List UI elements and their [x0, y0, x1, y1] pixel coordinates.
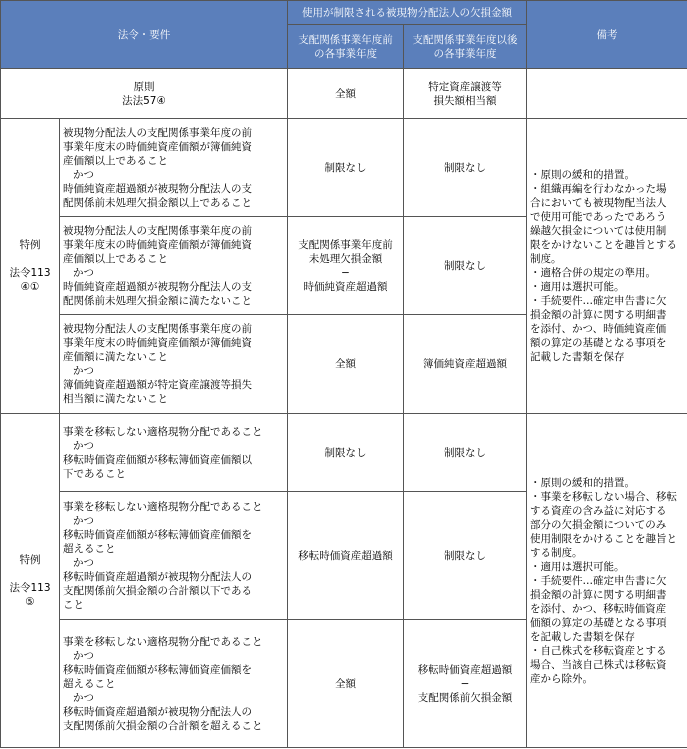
before-value: 制限なし	[288, 119, 404, 217]
before-value: 制限なし	[288, 414, 404, 492]
header-notes: 備考	[527, 1, 687, 69]
principle-after: 特定資産譲渡等 損失額相当額	[404, 69, 527, 119]
header-law-requirements: 法令・要件	[1, 1, 288, 69]
special1-notes: ・原則の緩和的措置。 ・組織再編を行わなかった場 合においても被現物配当法人 で使用可能であったであろう 繰越欠損金については使用制 限をかけないことを趣旨とする 制度。 ・適格合併の規定の準用。 ・適用は選択可能。 ・手続要件…確定申告書に欠 損金額の計算に関する明細書 を添付、かつ、時価純資産価 額の算定の基礎となる事項を 記載した書類を保存	[527, 119, 687, 414]
after-value: 制限なし	[404, 492, 527, 620]
principle-before: 全額	[288, 69, 404, 119]
requirement-text: 被現物分配法人の支配関係事業年度の前 事業年度末の時価純資産価額が簿価純資 産価額に満たないこと かつ 簿価純資産超過額が特定資産譲渡等損失 相当額に満たないこと	[60, 315, 288, 414]
table-row-principle	[1, 69, 687, 119]
after-value: 制限なし	[404, 119, 527, 217]
table-row	[1, 414, 687, 492]
before-value: 全額	[288, 315, 404, 414]
requirement-text: 被現物分配法人の支配関係事業年度の前 事業年度末の時価純資産価額が簿価純資 産価額以上であること かつ 時価純資産超過額が被現物分配法人の支 配関係前未処理欠損金額に満たないこと	[60, 217, 288, 315]
header-restricted-loss: 使用が制限される被現物分配法人の欠損金額	[288, 1, 527, 25]
before-value: 移転時価資産超過額	[288, 492, 404, 620]
header-before-years: 支配関係事業年度前 の各事業年度	[288, 25, 404, 69]
requirement-text: 事業を移転しない適格現物分配であること かつ 移転時価資産価額が移転簿価資産価額以 下であること	[60, 414, 288, 492]
special2-notes: ・原則の緩和的措置。 ・事業を移転しない場合、移転 する資産の含み益に対応する 部分の欠損金額についてのみ 使用制限をかけることを趣旨と する制度。 ・適用は選択可能。 ・手続要件…確定申告書に欠 損金額の計算に関する明細書 を添付、かつ、移転時価資産 価額の算定の基礎となる事項 を記載した書類を保存 ・自己株式を移転資産とする 場合、当該自己株式は移転資 産から除外。	[527, 414, 687, 748]
requirement-text: 事業を移転しない適格現物分配であること かつ 移転時価資産価額が移転簿価資産価額を 超えること かつ 移転時価資産超過額が被現物分配法人の 支配関係前欠損金額の合計額以下である こと	[60, 492, 288, 620]
before-value: 支配関係事業年度前 未処理欠損金額 − 時価純資産超過額	[288, 217, 404, 315]
special2-label: 特例 法令113 ⑤	[1, 414, 60, 748]
table-row	[1, 119, 687, 217]
after-value: 制限なし	[404, 414, 527, 492]
header-after-years: 支配関係事業年度以後 の各事業年度	[404, 25, 527, 69]
special1-label: 特例 法令113 ④①	[1, 119, 60, 414]
before-value: 全額	[288, 620, 404, 748]
after-value: 制限なし	[404, 217, 527, 315]
requirement-text: 事業を移転しない適格現物分配であること かつ 移転時価資産価額が移転簿価資産価額を 超えること かつ 移転時価資産超過額が被現物分配法人の 支配関係前欠損金額の合計額を超えること	[60, 620, 288, 748]
principle-notes	[527, 69, 687, 119]
requirement-text: 被現物分配法人の支配関係事業年度の前 事業年度末の時価純資産価額が簿価純資 産価額以上であること かつ 時価純資産超過額が被現物分配法人の支 配関係前未処理欠損金額以上であること	[60, 119, 288, 217]
principle-label: 原則 法法57④	[1, 69, 288, 119]
after-value: 移転時価資産超過額 − 支配関係前欠損金額	[404, 620, 527, 748]
after-value: 簿価純資産超過額	[404, 315, 527, 414]
